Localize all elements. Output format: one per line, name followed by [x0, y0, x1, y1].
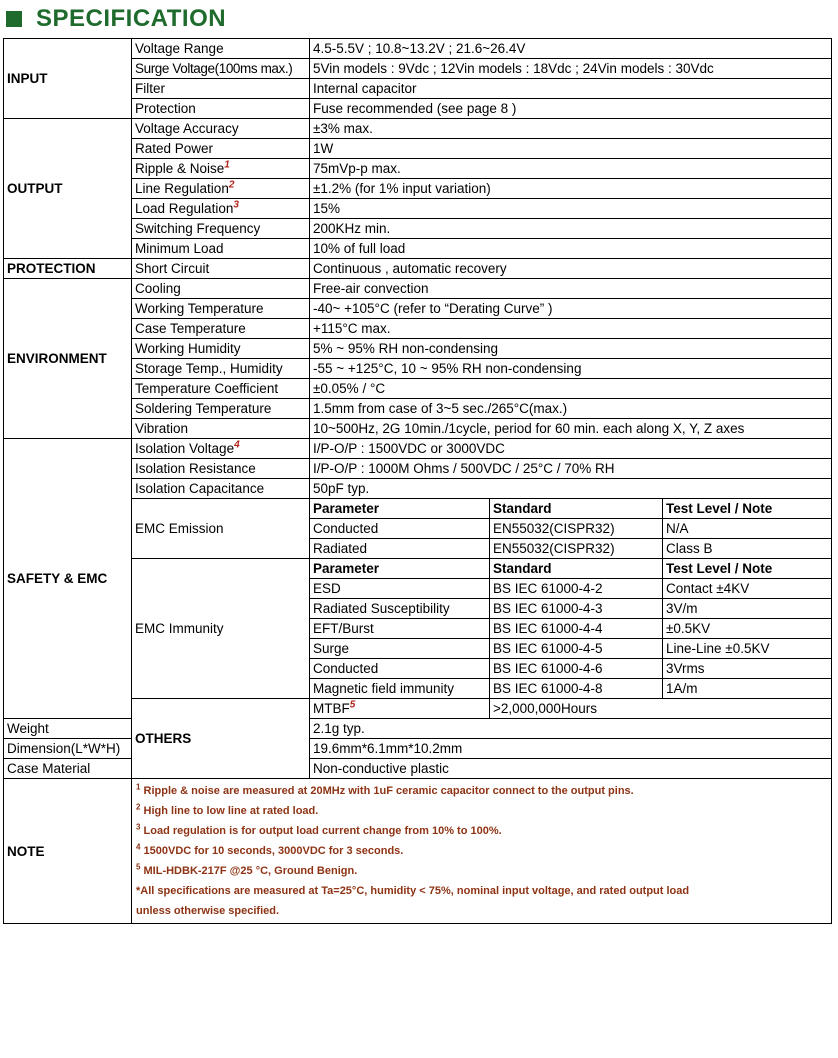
group-others: OTHERS	[132, 699, 310, 779]
group-output: OUTPUT	[4, 119, 132, 259]
row-value: Non-conductive plastic	[310, 759, 832, 779]
footnote-marker: 1	[224, 159, 230, 171]
table-row	[4, 119, 832, 139]
cell: Contact ±4KV	[663, 579, 832, 599]
row-label: Case Material	[4, 759, 132, 779]
footnote-marker: 2	[228, 179, 235, 191]
col-header: Parameter	[310, 559, 490, 579]
note-line: $^4$ 1500VDC for 10 seconds, 3000VDC for 3 seconds.	[136, 842, 404, 857]
row-value: 4.5-5.5V ; 10.8~13.2V ; 21.6~26.4V	[310, 39, 832, 59]
row-label: Voltage Range	[132, 39, 310, 59]
spec-table	[3, 38, 832, 924]
cell: BS IEC 61000-4-6	[490, 659, 663, 679]
row-value: ±0.05% / °C	[310, 379, 832, 399]
cell: BS IEC 61000-4-5	[490, 639, 663, 659]
group-safety-emc: SAFETY & EMC	[4, 439, 132, 719]
cell: ±0.5KV	[663, 619, 832, 639]
row-label-emc-emission: EMC Emission	[132, 499, 310, 559]
col-header: Standard	[490, 499, 663, 519]
row-label: Storage Temp., Humidity	[132, 359, 310, 379]
row-value: 75mVp-p max.	[310, 159, 832, 179]
footnote-marker: 4	[234, 439, 240, 451]
row-label: Surge Voltage(100ms max.)	[132, 59, 310, 79]
cell: BS IEC 61000-4-3	[490, 599, 663, 619]
cell: EFT/Burst	[310, 619, 490, 639]
row-value: +115°C max.	[310, 319, 832, 339]
col-header: Test Level / Note	[663, 499, 832, 519]
cell: 1A/m	[663, 679, 832, 699]
table-row	[4, 39, 832, 59]
group-input: INPUT	[4, 39, 132, 119]
cell: EN55032(CISPR32)	[490, 519, 663, 539]
col-header: Parameter	[310, 499, 490, 519]
row-value: 1W	[310, 139, 832, 159]
cell: Radiated	[310, 539, 490, 559]
cell: N/A	[663, 519, 832, 539]
row-value: 10~500Hz, 2G 10min./1cycle, period for 60 min. each along X, Y, Z axes	[310, 419, 832, 439]
row-value: Fuse recommended (see page 8 )	[310, 99, 832, 119]
row-label: Load Regulation$^3$	[132, 199, 310, 219]
row-value: 50pF typ.	[310, 479, 832, 499]
table-row	[4, 779, 832, 924]
note-line: unless otherwise specified.	[136, 905, 280, 917]
row-label: Temperature Coefficient	[132, 379, 310, 399]
row-label: Short Circuit	[132, 259, 310, 279]
row-label: Ripple & Noise$^1$	[132, 159, 310, 179]
cell: BS IEC 61000-4-4	[490, 619, 663, 639]
cell: ESD	[310, 579, 490, 599]
row-label: Voltage Accuracy	[132, 119, 310, 139]
row-label: Case Temperature	[132, 319, 310, 339]
row-value: 10% of full load	[310, 239, 832, 259]
footnote-marker: 5	[349, 699, 356, 711]
row-value: I/P-O/P : 1500VDC or 3000VDC	[310, 439, 832, 459]
cell: Radiated Susceptibility	[310, 599, 490, 619]
row-value: 15%	[310, 199, 832, 219]
row-value: I/P-O/P : 1000M Ohms / 500VDC / 25°C / 70% RH	[310, 459, 832, 479]
table-row	[4, 259, 832, 279]
row-value: -40~ +105°C (refer to “Derating Curve” )	[310, 299, 832, 319]
row-value: ±3% max.	[310, 119, 832, 139]
row-label: Isolation Capacitance	[132, 479, 310, 499]
row-value: 5Vin models : 9Vdc ; 12Vin models : 18Vdc ; 24Vin models : 30Vdc	[310, 59, 832, 79]
row-label: Weight	[4, 719, 132, 739]
row-value: -55 ~ +125°C, 10 ~ 95% RH non-condensing	[310, 359, 832, 379]
row-label: Cooling	[132, 279, 310, 299]
cell: Line-Line ±0.5KV	[663, 639, 832, 659]
row-value: Continuous , automatic recovery	[310, 259, 832, 279]
col-header: Standard	[490, 559, 663, 579]
cell: 3V/m	[663, 599, 832, 619]
row-label: Isolation Resistance	[132, 459, 310, 479]
row-label: Switching Frequency	[132, 219, 310, 239]
row-label: Line Regulation$^2$	[132, 179, 310, 199]
square-bullet-icon	[6, 11, 22, 27]
col-header: Test Level / Note	[663, 559, 832, 579]
cell: Surge	[310, 639, 490, 659]
row-label: Working Temperature	[132, 299, 310, 319]
row-value: 2.1g typ.	[310, 719, 832, 739]
cell: BS IEC 61000-4-8	[490, 679, 663, 699]
row-value: 200KHz min.	[310, 219, 832, 239]
note-line: $^2$ High line to low line at rated load.	[136, 802, 319, 817]
row-label: Dimension(L*W*H)	[4, 739, 132, 759]
row-label: Rated Power	[132, 139, 310, 159]
row-label: Protection	[132, 99, 310, 119]
table-row	[4, 439, 832, 459]
row-label: Minimum Load	[132, 239, 310, 259]
cell: 3Vrms	[663, 659, 832, 679]
note-line: $^5$ MIL-HDBK-217F @25 °C, Ground Benign.	[136, 862, 358, 877]
cell: Conducted	[310, 659, 490, 679]
footnote-marker: 3	[233, 199, 239, 211]
row-value: 1.5mm from case of 3~5 sec./265°C(max.)	[310, 399, 832, 419]
title-text: SPECIFICATION	[36, 5, 227, 32]
cell: Magnetic field immunity	[310, 679, 490, 699]
row-value: Free-air convection	[310, 279, 832, 299]
row-label: Soldering Temperature	[132, 399, 310, 419]
note-line: $^1$ Ripple & noise are measured at 20MHz with 1uF ceramic capacitor connect to the output pins.	[136, 782, 634, 797]
cell: Conducted	[310, 519, 490, 539]
table-row	[4, 279, 832, 299]
row-value: >2,000,000Hours	[490, 699, 832, 719]
group-environment: ENVIRONMENT	[4, 279, 132, 439]
row-label: Filter	[132, 79, 310, 99]
note-text	[132, 779, 832, 924]
note-line: $^3$ Load regulation is for output load current change from 10% to 100%.	[136, 822, 502, 837]
row-value: Internal capacitor	[310, 79, 832, 99]
row-value: 19.6mm*6.1mm*10.2mm	[310, 739, 832, 759]
group-note: NOTE	[4, 779, 132, 924]
row-value: 5% ~ 95% RH non-condensing	[310, 339, 832, 359]
row-label: Working Humidity	[132, 339, 310, 359]
table-row	[4, 719, 832, 739]
cell: EN55032(CISPR32)	[490, 539, 663, 559]
row-label: Vibration	[132, 419, 310, 439]
row-label-emc-immunity: EMC Immunity	[132, 559, 310, 699]
row-value: ±1.2% (for 1% input variation)	[310, 179, 832, 199]
row-label: MTBF$^5$	[310, 699, 490, 719]
cell: Class B	[663, 539, 832, 559]
note-line: *All specifications are measured at Ta=25°C, humidity < 75%, nominal input voltage, and rated output load	[136, 885, 690, 897]
table-row	[4, 739, 832, 759]
page-title	[6, 2, 226, 36]
table-row	[4, 759, 832, 779]
row-label: Isolation Voltage$^4$	[132, 439, 310, 459]
cell: BS IEC 61000-4-2	[490, 579, 663, 599]
group-protection: PROTECTION	[4, 259, 132, 279]
